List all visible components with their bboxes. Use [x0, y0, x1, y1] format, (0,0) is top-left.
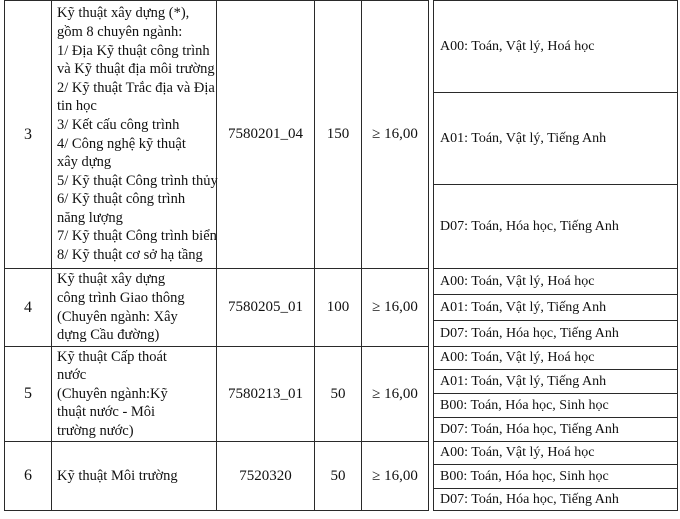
major-name-line: năng lượng [57, 209, 123, 226]
table-row [5, 1, 678, 93]
table-row [5, 347, 678, 370]
subject-combination: A00: Toán, Vật lý, Hoá học [434, 442, 678, 465]
major-name [52, 269, 217, 347]
row-number: 5 [5, 347, 52, 442]
major-name-line: thuật nước - Môi [57, 404, 156, 421]
major-name-line: tin học [57, 98, 97, 115]
major-code: 7520320 [217, 442, 315, 511]
major-name-line: (Chuyên ngành:Kỹ [57, 385, 168, 402]
major-name [52, 347, 217, 442]
subject-combination: A00: Toán, Vật lý, Hoá học [434, 269, 678, 295]
quota: 50 [315, 347, 362, 442]
subject-combination: D07: Toán, Hóa học, Tiếng Anh [434, 321, 678, 347]
major-name-line: Kỹ thuật xây dựng [57, 271, 166, 288]
subject-combination: D07: Toán, Hóa học, Tiếng Anh [434, 489, 678, 511]
major-code: 7580213_01 [217, 347, 315, 442]
quota: 50 [315, 442, 362, 511]
major-code: 7580201_04 [217, 1, 315, 269]
min-score: ≥ 16,00 [362, 442, 429, 511]
min-score: ≥ 16,00 [362, 1, 429, 269]
table-row [5, 442, 678, 465]
quota: 150 [315, 1, 362, 269]
major-name [52, 1, 217, 269]
min-score: ≥ 16,00 [362, 347, 429, 442]
major-name-line: trường nước) [57, 422, 134, 439]
quota: 100 [315, 269, 362, 347]
subject-combination: A01: Toán, Vật lý, Tiếng Anh [434, 295, 678, 321]
major-name-line: nước [57, 367, 87, 384]
major-name-line: 7/ Kỹ thuật Công trình biển [57, 228, 217, 245]
major-name-line: 5/ Kỹ thuật Công trình thủy [57, 172, 218, 189]
subject-combination: A00: Toán, Vật lý, Hoá học [434, 347, 678, 370]
subject-combination: B00: Toán, Hóa học, Sinh học [434, 465, 678, 489]
major-name-line: Kỹ thuật Môi trường [57, 467, 178, 484]
major-name-line: (Chuyên ngành: Xây [57, 308, 178, 325]
subject-combination: A00: Toán, Vật lý, Hoá học [434, 1, 678, 93]
min-score: ≥ 16,00 [362, 269, 429, 347]
major-name-line: và Kỹ thuật địa môi trường [57, 61, 215, 78]
row-number: 3 [5, 1, 52, 269]
subject-combination: D07: Toán, Hóa học, Tiếng Anh [434, 185, 678, 269]
major-code: 7580205_01 [217, 269, 315, 347]
subject-combination: A01: Toán, Vật lý, Tiếng Anh [434, 93, 678, 185]
major-name-line: dựng Cầu đường) [57, 327, 160, 344]
major-name-line: 3/ Kết cấu công trình [57, 116, 180, 133]
subject-combination: D07: Toán, Hóa học, Tiếng Anh [434, 418, 678, 442]
major-name-line: 4/ Công nghệ kỹ thuật [57, 135, 186, 152]
major-name-line: gồm 8 chuyên ngành: [57, 23, 183, 40]
major-name [52, 442, 217, 511]
major-name-line: Kỹ thuật Cấp thoát [57, 348, 167, 365]
subject-combination: B00: Toán, Hóa học, Sinh học [434, 394, 678, 418]
major-name-line: 8/ Kỹ thuật cơ sở hạ tầng [57, 247, 203, 264]
subject-combination: A01: Toán, Vật lý, Tiếng Anh [434, 370, 678, 394]
major-name-line: Kỹ thuật xây dựng (*), [57, 5, 190, 22]
row-number: 6 [5, 442, 52, 511]
table-row [5, 269, 678, 295]
major-name-line: 6/ Kỹ thuật công trình [57, 191, 186, 208]
major-name-line: công trình Giao thông [57, 289, 185, 306]
row-number: 4 [5, 269, 52, 347]
major-name-line: xây dựng [57, 154, 112, 171]
major-name-line: 2/ Kỹ thuật Trắc địa và Địa [57, 79, 215, 96]
admission-table [4, 0, 678, 511]
major-name-line: 1/ Địa Kỹ thuật công trình [57, 42, 210, 59]
